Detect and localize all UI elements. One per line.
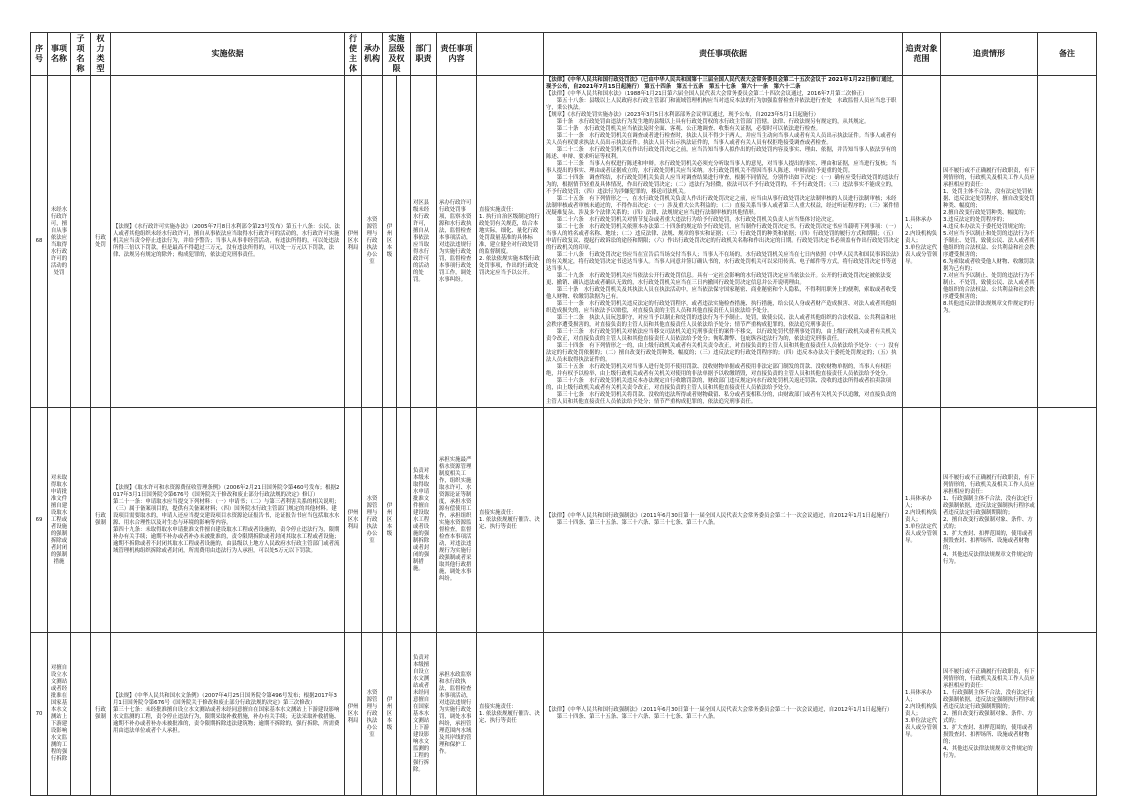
situation-cell <box>941 76 1038 408</box>
basis-cell: 【法规】《水行政许可实施办法》（2005年7月8日水利部令第23号发布）第五十八条：公民、法人或者其他组织未经水行政许可，擅自从事依法应当取得水行政许可的活动的，水行政许可实施机关应当责令停止违法行为，并给予警告；当事人从事非经营活动，有违法所得的，可以处违法所得三倍以下罚款，但是最高不得超过三万元，没有违法所得的，可以处一万元以下罚款，法律、法规另有规定的除外；构成犯罪的，依法追究刑事责任。 <box>111 76 345 408</box>
header-item-name: 事项名称 <box>48 33 71 76</box>
table-row <box>31 408 1097 633</box>
subject-cell: 伊州区水利局 <box>345 76 362 408</box>
basis-paragraph: 第三十三条 水行政处罚机关对依法应当移交司法机关追究刑事责任的案件不移交，以行政处罚代替刑事处罚的，由上级行政机关或者有关机关责令改正，对直接负责的主管人员和其他直接责任人员依法给予处分；徇私舞弊、包庇纵容违法行为的，依法追究刑事责任。 <box>546 329 897 342</box>
subject-cell: 伊州区水利局 <box>345 633 362 796</box>
header-resp-content: 责任事项内容 <box>437 33 477 76</box>
basis-paragraph: 第三十条 水行政处罚机关及其执法人员在执法活动中，应当依法保守国家秘密、商业秘密和个人隐私，不得利用职务上的便利，索取或者收受他人财物、收缴罚款据为己有。 <box>546 287 897 300</box>
header-level: 实施层级及权限 <box>383 33 411 76</box>
basis-cell: 【法规】《中华人民共和国水文条例》（2007年4月25日国务院令第496号发布；根据2017年3月1日国务院令第676号《国务院关于修改和废止部分行政法规的决定》第三次修改） 第三十七条：未经批准擅自设立水文测站或者未经同意擅自在国家基本水文测站上下游建设影响水文监测的工程，责令停止违法行为，限期采取补救措施，补办有关手续；无法采取补救措施、逾期不补办或者补办未被批准的，责令限期拆除违法建筑物；逾期不拆除的，强行拆除，所需费用由违法单位或者个人承担。 <box>111 633 345 796</box>
situation-item: 2.擅自改变行政处罚种类、幅度的； <box>943 210 1030 216</box>
level-cell: 伊州区本级 <box>383 633 397 796</box>
basis-paragraph: 第三十七条 水行政处罚机关将罚款、没收的违法所得或者财物截留、私分或者变相私分的，由财政部门或者有关机关予以追缴，对直接负责的主管人员和其他直接责任人员依法给予处分；情节严重构成犯罪的，依法追究刑事责任。 <box>546 392 897 405</box>
basis-paragraph: 【法律】《中华人民共和国行政强制法》（2011年6月30日第十一届全国人民代表大会常务委员会第二十一次会议通过，自2012年1月1日起施行） <box>546 513 893 519</box>
resp-content-cell: 承担实施最严格水资源管理制度相关工作，组织实施取水许可、水资源论证等制度，承担水资源有偿使用工作，承担组织实施水资源监督检查，监督检查本事项活动，对违法违规行为实施行政强制或者采取其他行政措施，调处水事纠纷。 <box>437 408 477 633</box>
level-cell: 伊州区本级 <box>383 76 397 408</box>
scope-item: 3.单位法定代表人或分管领导。 <box>905 245 938 265</box>
situation-item: 3、扩大查封、扣押范围的，使用或者损毁查封、扣押场所、设施或者财物的； <box>943 530 1033 551</box>
basis-paragraph: 第二十三条 当事人有权进行陈述和申辩。水行政处罚机关必须充分听取当事人的意见，对当事人提出的事实、理由和证据，应当进行复核；当事人提出的事实、理由或者证据成立的，水行政处罚机关应当采纳。水行政处罚机关不得因当事人陈述、申辩而给予更重的处罚。 <box>546 161 897 174</box>
basis-paragraph: 第二十条 水行政处罚机关应当依法及时全面、客观、公正地调查、收集有关证据，必要时可以依法进行检查。 <box>546 126 821 132</box>
situation-item: 因不履行或不正确履行行政职责，有下列情形的，行政机关及相关工作人员应承担相应的责任： <box>943 474 1035 495</box>
basis-cell: 【法规】《取水许可和水资源费征收管理条例》（2006年2月21日国务院令第460号发布；根据2017年3月1日国务院令第676号《国务院关于修改和废止部分行政法规的决定》修订） 第二十一条：申请取水应当提交下列材料：（一）申请书；（二）与第三者利害关系的相关说明；（三）属于备案项目的，提供有关备案材料；（四）国务院水行政主管部门规定的其他材料。建设项目需要取水的，申请人还应当提交建设项目水资源论证报告书，论证报告书应当包括取水水源、用水合理性以及对生态与环境的影响等内容。 第四十九条：未取得取水申请批准文件擅自建设取水工程或者设施的，责令停止违法行为，限期补办有关手续；逾期不补办或者补办未被批准的，责令限期拆除或者封闭其取水工程或者设施；逾期不拆除或者不封闭其取水工程或者设施的，由县级以上地方人民政府水行政主管部门或者流域管理机构组织拆除或者封闭，所需费用由违法行为人承担，可以处5万元以下罚款。 <box>111 408 345 633</box>
level-sub-cell <box>397 633 411 796</box>
header-row <box>31 33 1097 76</box>
situation-cell <box>941 633 1038 796</box>
scope-item: 1.具体承办人； <box>905 217 932 230</box>
basis-paragraph: 第三十一条 水行政处罚机关违反法定的行政处罚程序，或者违法实施检查措施、执行措施，给公民人身或者财产造成损害、对法人或者其他组织造成损失的，应当依法予以赔偿，对直接负责的主管人员和其他直接责任人员依法给予处分。 <box>546 301 897 314</box>
resp-items-cell <box>477 76 544 408</box>
basis-paragraph: 第二十七条 水行政处罚机关依照本办法第二十四条的规定给予行政处罚，应当制作行政处罚决定书。行政处罚决定书应当载明下列事项：（一）当事人的姓名或者名称、地址；（二）违反法律、法规、规章的事实和证据；（三）行政处罚的种类和依据；（四）行政处罚的履行方式和期限；（五）申请行政复议、提起行政诉讼的途径和期限；（六）作出行政处罚决定的行政机关名称和作出决定的日期。行政处罚决定书必须盖有作出行政处罚决定的行政机关的印章。 <box>546 224 900 251</box>
scope-item: 1.具体承办人； <box>905 495 932 509</box>
resp-item: 直接实施责任： <box>479 509 517 516</box>
level-sub-cell <box>397 408 411 633</box>
basis-paragraph: 第二十一条 水行政处罚机关在调查或者进行检查时，执法人员不得少于两人，并应当主动向当事人或者有关人员出示执法证件。当事人或者有关人员有权要求执法人员出示执法证件。执法人员不出示执法证件的，当事人或者有关人员有权拒绝接受调查或者检查。 <box>546 133 897 146</box>
basis-paragraph: 第二十六条 水行政处罚机关对情节复杂或者重大违法行为给予行政处罚，水行政处罚机关负责人应当集体讨论决定。 <box>546 217 838 223</box>
situation-item: 4.违反本办法关于委托处罚规定的； <box>943 224 1030 230</box>
sub-item-cell <box>71 633 91 796</box>
situation-item: 因不履行或不正确履行行政职责，有下列情形的，行政机关及相关工作人员应承担相应的责任： <box>943 168 1035 188</box>
basis-paragraph: 第三十四条、第三十五条、第三十六条、第三十七条、第三十八条。 <box>546 520 719 526</box>
situation-item: 3、扩大查封、扣押范围的，使用或者损毁查封、扣押场所、设施或者财物的； <box>943 724 1033 745</box>
basis-paragraph: 第三十四条 有下列情形之一的，由上级行政机关或者有关机关责令改正，对直接负责的主管人员和其他直接责任人员依法给予处分：（一）没有法定的行政处罚依据的；（二）擅自改变行政处罚种类、幅度的；（三）违反法定的行政处罚程序的；（四）违反本办法关于委托处罚规定的；（五）执法人员未取得执法证件的。 <box>546 343 900 363</box>
scope-item: 2.内设机构负责人； <box>905 231 938 244</box>
situation-item: 1、处罚主体不合法，没有法定处罚依据、违反法定处罚程序，擅自改变处罚种类、幅度的； <box>943 189 1035 209</box>
situation-item: 4、其他违反法律法规规章文件规定的行为。 <box>943 551 1033 565</box>
resp-item: 1. 依法依规履行催告、决定、执行等责任 <box>479 516 540 530</box>
basis-paragraph: 【法律】《中华人民共和国水法》（1988年1月21日第六届全国人民代表大会常务委员会第二十四次会议通过，2016年7月第二次修正） <box>546 91 868 97</box>
header-power-type: 权力类型 <box>91 33 111 76</box>
situation-item: 7.对应当予以制止、处罚的违法行为不制止、不处罚，致使公民、法人或者其他组织的合法权益、公共利益和社会秩序遭受损害的； <box>943 273 1035 300</box>
basis-paragraph: 第二十八条 行政处罚决定书应当在宣告后当场交付当事人；当事人不在场的，水行政处罚机关应当在七日内依照《中华人民共和国民事诉讼法》的有关规定，将行政处罚决定书送达当事人。当事人同意并签订确认书的，水行政处罚机关可以采用传真、电子邮件等方式，将行政处罚决定书等送达当事人。 <box>546 252 900 272</box>
dept-duty-cell: 负责对本级未取得取水申请批准文件擅自建设取水工程或者设施的强制拆除或者封闭的强制措施。 <box>411 408 437 633</box>
agency-cell: 水资源管理与行政执法办公室 <box>362 408 383 633</box>
header-sub-item: 子项名称 <box>71 33 91 76</box>
item-name-cell: 对擅自设立水文测站或者经批准在国家基本水文测站上下游建设影响水文监测的工程的强行拆除 <box>48 633 71 796</box>
scope-cell <box>903 408 941 633</box>
remark-cell <box>1038 633 1097 796</box>
resp-content-cell: 承办行政许可行政处罚事项，监察水资源和水行政执法，监督检查本事项活动，对违法违规行为实施行政处罚，监督检查本事项行政处罚工作，调处水事纠纷。 <box>437 76 477 408</box>
header-resp-items <box>477 33 544 76</box>
situation-item: 6.为索取或者收受他人财物、收缴罚款据为己有的； <box>943 259 1035 272</box>
seq-cell: 68 <box>31 76 48 408</box>
scope-item: 2.内设机构负责人； <box>905 509 938 523</box>
header-scope: 追责对象范围 <box>903 33 941 76</box>
resp-content-cell: 承担水政监察和水行政执法，监督检查本事项活动，对违法违规行为实施行政处罚，调处水事纠纷，承担管理范围内水域及其岸线的管理和保护工作。 <box>437 633 477 796</box>
table-row <box>31 76 1097 408</box>
basis-paragraph: 【规章】《水行政处罚实施办法》（2023年3月5日水利部部务会议审议通过，现予公布，自2023年5月1日起施行） <box>546 112 819 118</box>
basis-paragraph: 第二十九条 水行政处罚机关应当依法公开行政处罚信息。具有一定社会影响的水行政处罚决定应当依法公开。公开的行政处罚决定被依法变更、撤销、确认违法或者确认无效的，水行政处罚机关应当在三日内撤回行政处罚决定信息并公开说明理由。 <box>546 273 892 286</box>
resp-item: 直接实施责任： <box>479 703 517 710</box>
agency-cell: 水资源管理与行政执法办公室 <box>362 76 383 408</box>
scope-item: 3.单位法定代表人或分管领导。 <box>905 717 938 738</box>
seq-cell: 70 <box>31 633 48 796</box>
item-name-cell: 对未取得取水申请批准文件擅自建设取水工程或者设施的强制拆除或者封闭的强制措施 <box>48 408 71 633</box>
header-remark: 备注 <box>1038 33 1097 76</box>
situation-item: 4、其他违反法律法规规章文件规定的行为。 <box>943 745 1033 759</box>
basis-paragraph: 第二十四条 调查终结，水行政处罚机关负责人应当对调查结果进行审查，根据不同情况，分别作出如下决定：（一）确有应受行政处罚的违法行为的，根据情节轻重及具体情况，作出行政处罚决定；（二）违法行为轻微，依法可以不予行政处罚的，不予行政处罚；（三）违法事实不能成立的，不予行政处罚；（四）违法行为涉嫌犯罪的，移送司法机关。 <box>546 175 900 195</box>
resp-basis-cell <box>544 76 903 408</box>
basis-paragraph: 第三十四条、第三十五条、第三十六条、第三十七条、第三十八条。 <box>546 714 719 720</box>
basis-paragraph: 第十条 水行政处罚由违法行为发生地的县级以上具有行政处罚权的水行政主管部门管辖。法律、行政法规另有规定的，从其规定。 <box>546 119 870 125</box>
resp-basis-cell <box>544 408 903 633</box>
resp-basis-cell <box>544 633 903 796</box>
situation-item: 5.对应当予以制止和处罚的违法行为不予制止、处罚，致使公民、法人或者其他组织的合法权益、公共利益和社会秩序遭受损害的； <box>943 231 1035 258</box>
basis-paragraph: 第二十五条 有下列情形之一，在水行政处罚机关负责人作出行政处罚决定之前，应当由从事行政处罚决定法制审核的人员进行法制审核；未经法制审核或者审核未通过的，不得作出决定：（一）涉及重大公共利益的；（二）直接关系当事人或者第三人重大权益，经过听证程序的；（三）案件情况疑难复杂、涉及多个法律关系的；（四）法律、法规规定应当进行法制审核的其他情形。 <box>546 196 900 216</box>
dept-duty-cell: 对区县级未经水行政许可，擅自从事依法应当取得水行政许可的活动的处罚。 <box>411 76 437 408</box>
situation-item: 2、擅自改变行政强制对象、条件、方式的； <box>943 516 1033 530</box>
header-dept-duty: 部门职责 <box>411 33 437 76</box>
scope-cell <box>903 633 941 796</box>
sub-item-cell <box>71 408 91 633</box>
level-cell: 伊州区本级 <box>383 408 397 633</box>
resp-item: 1. 执行自治区级制定的行政处罚有关规范，结合本地实际，细化、量化行政处罚裁量基准的具体标准，建立健全对行政处罚的监督制度。 <box>479 213 540 255</box>
header-resp-basis: 责任事项依据 <box>544 33 903 76</box>
level-sub-cell <box>397 76 411 408</box>
situation-item: 8.其他违反法律法规规章文件规定的行为。 <box>943 301 1035 314</box>
header-agency: 承办机构 <box>362 33 383 76</box>
subject-cell: 伊州区水利局 <box>345 408 362 633</box>
remark-cell <box>1038 76 1097 408</box>
header-basis: 实施依据 <box>111 33 345 76</box>
basis-paragraph: 【法律】《中华人民共和国行政处罚法》（已由中华人民共和国第十三届全国人民代表大会常务委员会第二十五次会议于 2021年1月22日修订通过，现予公布，自2021年7月15日起施行） 第五十四条 第五十五条 第五十七条 第六十一条 第六十二条 <box>546 77 898 90</box>
sub-item-cell <box>71 76 91 408</box>
seq-cell: 69 <box>31 408 48 633</box>
basis-paragraph: 第二十二条 水行政处罚机关在作出行政处罚决定之前，应当告知当事人拟作出的行政处罚内容及事实、理由、依据，并告知当事人依法享有的陈述、申辩、要求听证等权利。 <box>546 147 897 160</box>
resp-item: 2. 依法依规实施本级行政处罚事项，作出的行政处罚决定应当予以公开。 <box>479 255 540 276</box>
scope-item: 1.具体承办人； <box>905 689 932 703</box>
resp-item: 1. 依法依规履行催告、决定、执行等责任 <box>479 710 540 724</box>
resp-items-cell <box>477 408 544 633</box>
remark-cell <box>1038 408 1097 633</box>
header-subject: 行使主体 <box>345 33 362 76</box>
item-name-cell: 未经水行政许可，擅自从事依法应当取得水行政许可的活动的处罚 <box>48 76 71 408</box>
basis-paragraph: 【法律】《中华人民共和国行政强制法》（2011年6月30日第十一届全国人民代表大会常务委员会第二十一次会议通过，自2012年1月1日起施行） <box>546 707 893 713</box>
dept-duty-cell: 负责对本级擅自设立水文测站或者未经同意擅自在国家基本水文测站上下游建设影响水文监测的工程的强行拆除。 <box>411 633 437 796</box>
basis-paragraph: 第三十六条 水行政处罚机关违反本办法规定自行收缴罚款的，财政部门违反规定向水行政处罚机关返还罚款、没收的违法所得或者拍卖款项的，由上级行政机关或者有关机关责令改正，对直接负责的主管人员和其他直接责任人员依法给予处分。 <box>546 378 892 391</box>
situation-cell <box>941 408 1038 633</box>
header-situation: 追责情形 <box>941 33 1038 76</box>
situation-item: 1、行政强制主体不合法，没有法定行政强制依据，违反法定强制执行程序或者违反法定行政强制期限的； <box>943 689 1035 710</box>
table-row <box>31 633 1097 796</box>
basis-paragraph: 第五十八条：县级以上人民政府水行政主管部门和流域管理机构应当对违反本法的行为加强监督检查并依法进行查处 水政监督人员应当忠于职守，秉公执法。 <box>546 98 897 111</box>
situation-item: 1、行政强制主体不合法，没有法定行政强制依据，违反法定强制执行程序或者违反法定行政强制期限的； <box>943 495 1035 516</box>
power-type-cell: 行政强制 <box>91 633 111 796</box>
resp-item: 直接实施责任： <box>479 206 517 213</box>
situation-item: 3.违反法定的处罚程序的； <box>943 217 1008 223</box>
power-type-cell: 行政处罚 <box>91 76 111 408</box>
power-type-cell: 行政强制 <box>91 408 111 633</box>
situation-item: 因不履行或不正确履行行政职责，有下列情形的，行政机关及相关工作人员应承担相应的责任： <box>943 668 1035 689</box>
header-seq: 序号 <box>31 33 48 76</box>
resp-items-cell <box>477 633 544 796</box>
agency-cell: 水资源管理与行政执法办公室 <box>362 633 383 796</box>
responsibility-table <box>30 32 1097 796</box>
scope-cell <box>903 76 941 408</box>
situation-item: 2、擅自改变行政强制对象、条件、方式的； <box>943 710 1033 724</box>
scope-item: 2.内设机构负责人； <box>905 703 938 717</box>
scope-item: 3.单位法定代表人或分管领导。 <box>905 523 938 544</box>
basis-paragraph: 第三十五条 水行政处罚机关对当事人进行处罚不使用罚款、没收财物单据或者使用非法定部门制发的罚款、没收财物单据的，当事人有权拒绝，并有权予以检举，由上级行政机关或者有关机关对使用的非法单据予以收缴销毁，对直接负责的主管人员和其他直接责任人员依法给予处分。 <box>546 364 892 377</box>
basis-paragraph: 第三十二条 执法人员玩忽职守，对应当予以制止和处罚的违法行为不予制止、处罚，致使公民、法人或者其他组织的合法权益、公共利益和社会秩序遭受损害的，对直接负责的主管人员和其他直接责任人员依法给予处分；情节严重构成犯罪的，依法追究刑事责任。 <box>546 315 897 328</box>
